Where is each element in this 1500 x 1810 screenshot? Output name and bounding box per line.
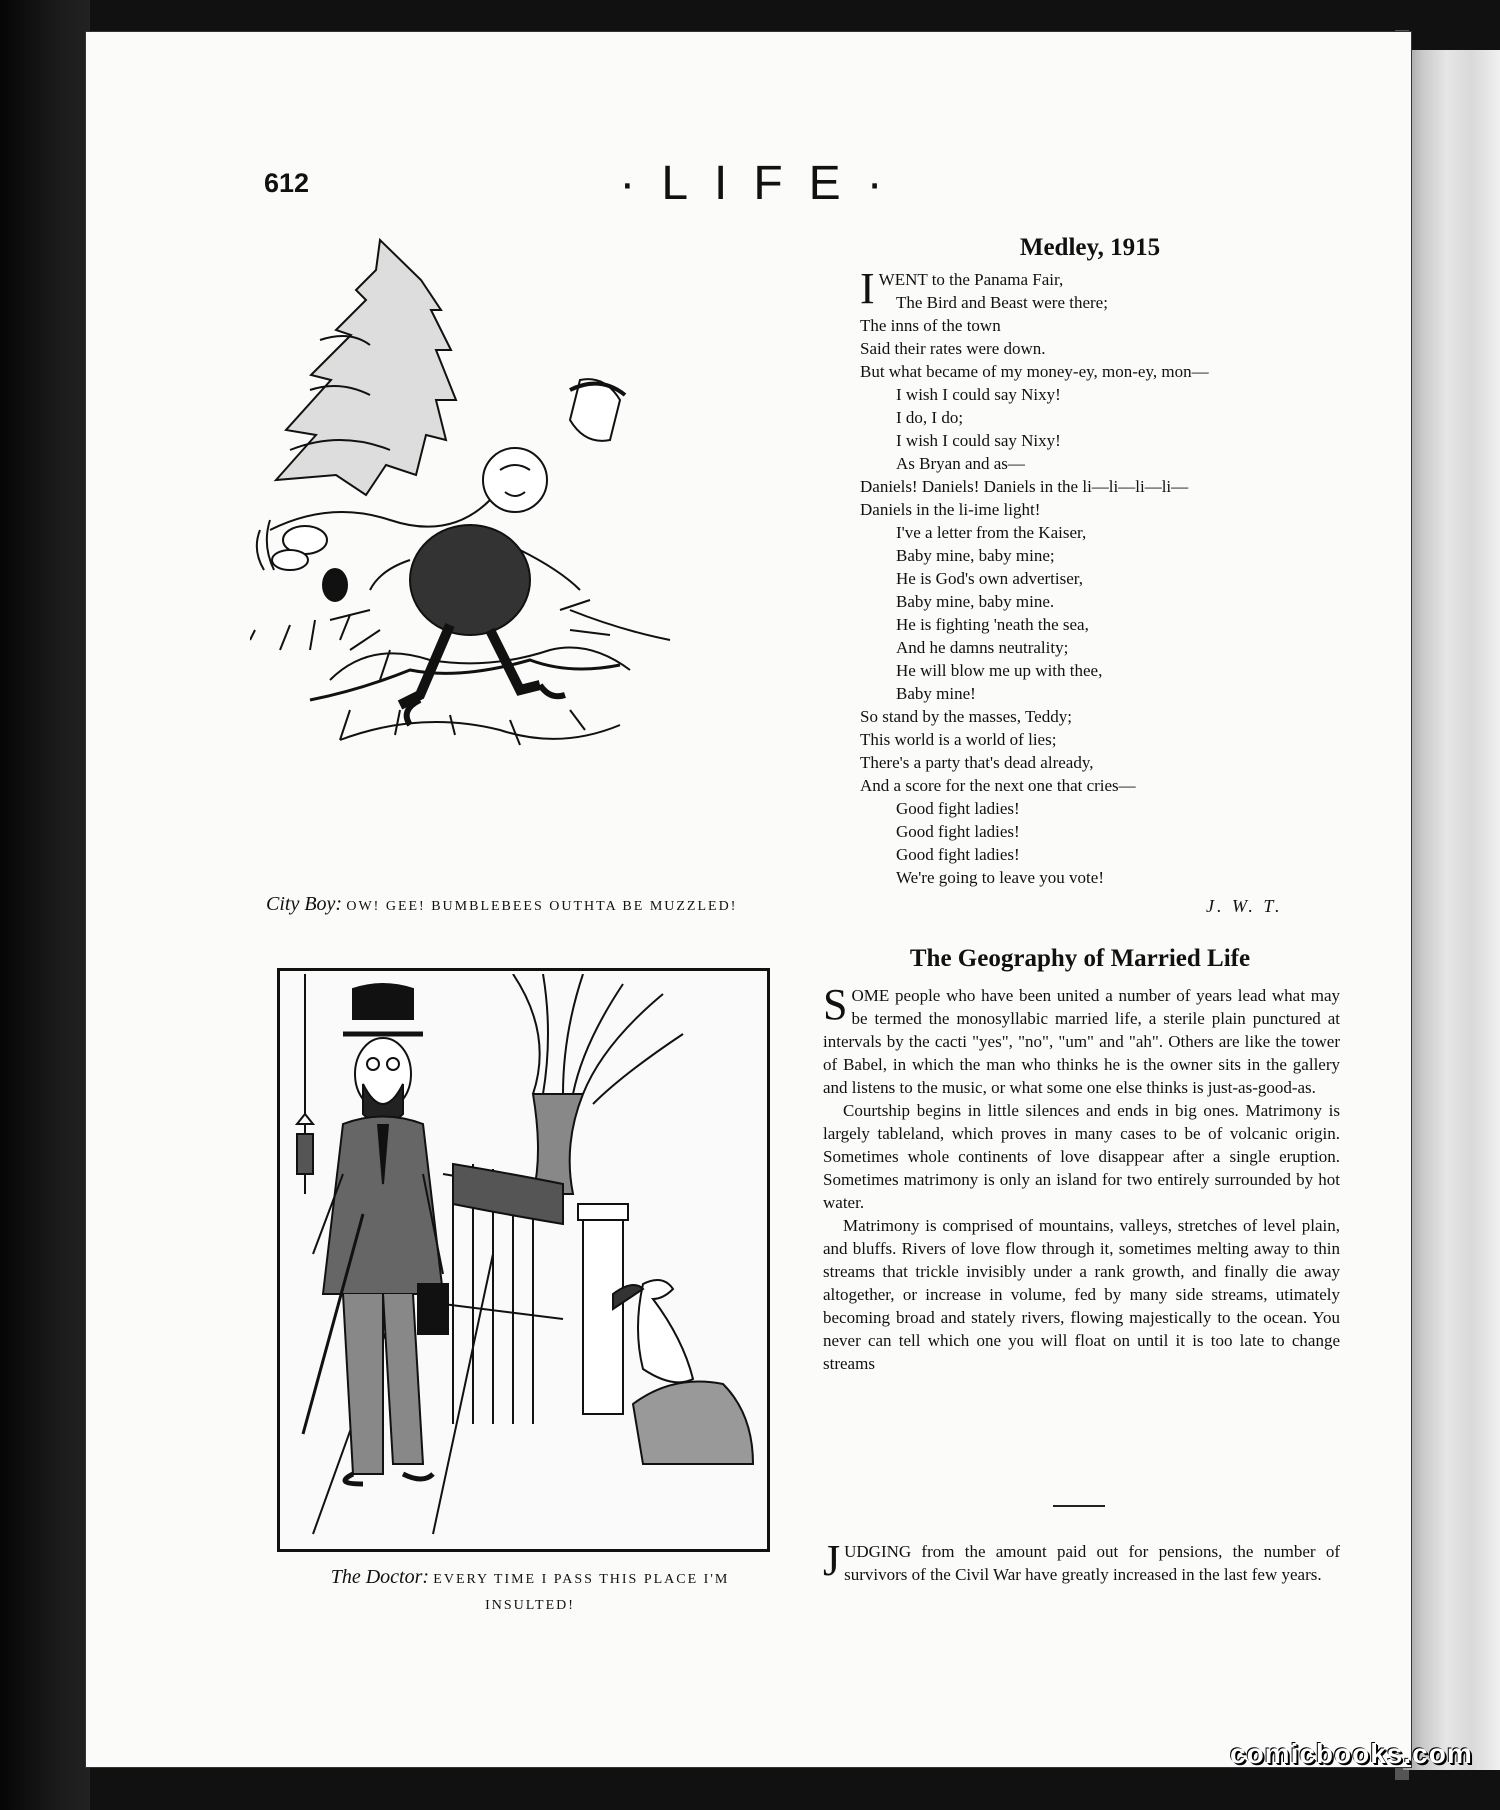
poem-line: This world is a world of lies; [860, 730, 1057, 749]
poem-body [860, 264, 1320, 889]
article-dropcap: S [823, 980, 848, 1029]
article-title: The Geography of Married Life [909, 945, 1251, 972]
poem-line: As Bryan and as— [896, 454, 1025, 473]
article-paragraph: Matrimony is comprised of mountains, valleys, stretches of level plain, and bluffs. Rivers of love flow through it, sometimes melting away to thin streams that trickle invisibly under a rank growth, and finally die away altogether, or increase in volume, fed by many side streams, utimately becoming broad and stately rivers, flowing majestically to the ocean. You never can tell which one you will float on until it is too late to change streams [823, 1216, 1340, 1373]
poem-line: Good fight ladies! [896, 822, 1020, 841]
judging-text: UDGING from the amount paid out for pensions, the number of survivors of the Civil War have greatly increased in the last few years. [844, 1542, 1340, 1584]
poem-line: And a score for the next one that cries— [860, 776, 1136, 795]
poem-line: The inns of the town [860, 316, 1001, 335]
poem-line: Good fight ladies! [896, 845, 1020, 864]
poem-line: The Bird and Beast were there; [896, 293, 1108, 312]
article-body [823, 980, 1340, 1375]
poem-line: He is God's own advertiser, [896, 569, 1083, 588]
poem-line: I've a letter from the Kaiser, [896, 523, 1087, 542]
poem-line: There's a party that's dead already, [860, 753, 1094, 772]
poem-line: Baby mine! [896, 684, 976, 703]
poem-line: We're going to leave you vote! [896, 868, 1104, 887]
city-boy-caption [266, 892, 737, 919]
poem-signature: J. W. T. [1206, 896, 1283, 916]
doctor-caption [300, 1565, 760, 1618]
poem-line: He will blow me up with thee, [896, 661, 1103, 680]
poem-line: He is fighting 'neath the sea, [896, 615, 1089, 634]
poem-line: Baby mine, baby mine; [896, 546, 1055, 565]
doctor-cartoon [283, 974, 759, 1540]
next-page-edge [1403, 50, 1500, 1770]
poem-line: Good fight ladies! [896, 799, 1020, 818]
doctor-speaker: The Doctor: [330, 1566, 430, 1588]
city-boy-speaker: City Boy: [266, 893, 343, 915]
watermark: comicbooks.com [1230, 1738, 1473, 1769]
page-number: 612 [264, 168, 310, 198]
section-divider [1053, 1505, 1105, 1507]
poem-title: Medley, 1915 [1019, 234, 1161, 261]
poem-line: Baby mine, baby mine. [896, 592, 1055, 611]
poem-line: Daniels! Daniels! Daniels in the li—li—li—li— [860, 477, 1189, 496]
poem-line: I wish I could say Nixy! [896, 385, 1061, 404]
article-paragraph-text: OME people who have been united a number of years lead what may be termed the monosyllabic married life, a sterile plain punctured at intervals by the cacti "yes", "no", "um" and "ah". Others are like the tower of Babel, in which the man who thinks he is the owner sits in the gallery and listens to the music, or what some one else thinks is just-as-good-as. [823, 986, 1340, 1097]
poem-line: I wish I could say Nixy! [896, 431, 1061, 450]
judging-dropcap: J [823, 1536, 841, 1585]
poem-line: So stand by the masses, Teddy; [860, 707, 1072, 726]
scan-background [0, 0, 90, 1810]
city-boy-line: OW! GEE! BUMBLEBEES OUTHTA BE MUZZLED! [346, 899, 738, 914]
poem-line-text: WENT to the Panama Fair, [878, 270, 1064, 289]
city-boy-cartoon [250, 230, 690, 870]
poem-dropcap: I [860, 264, 875, 313]
poem-line: Said their rates were down. [860, 339, 1046, 358]
masthead-title: ·LIFE· [619, 157, 909, 210]
doctor-line: EVERY TIME I PASS THIS PLACE I'M INSULTED! [433, 1572, 730, 1613]
article-paragraph: Courtship begins in little silences and ends in big ones. Matrimony is largely tableland, which proves in many cases to be of volcanic origin. Sometimes whole continents of love disappear after a single eruption. Sometimes matrimony is only an island for two entirely surrounded by hot water. [823, 1101, 1340, 1212]
poem-line: Daniels in the li-ime light! [860, 500, 1041, 519]
poem-line: And he damns neutrality; [896, 638, 1069, 657]
judging-paragraph [823, 1536, 1340, 1586]
poem-line: But what became of my money-ey, mon-ey, mon— [860, 362, 1209, 381]
poem-line: I do, I do; [896, 408, 964, 427]
article-paragraph [823, 980, 1340, 1099]
